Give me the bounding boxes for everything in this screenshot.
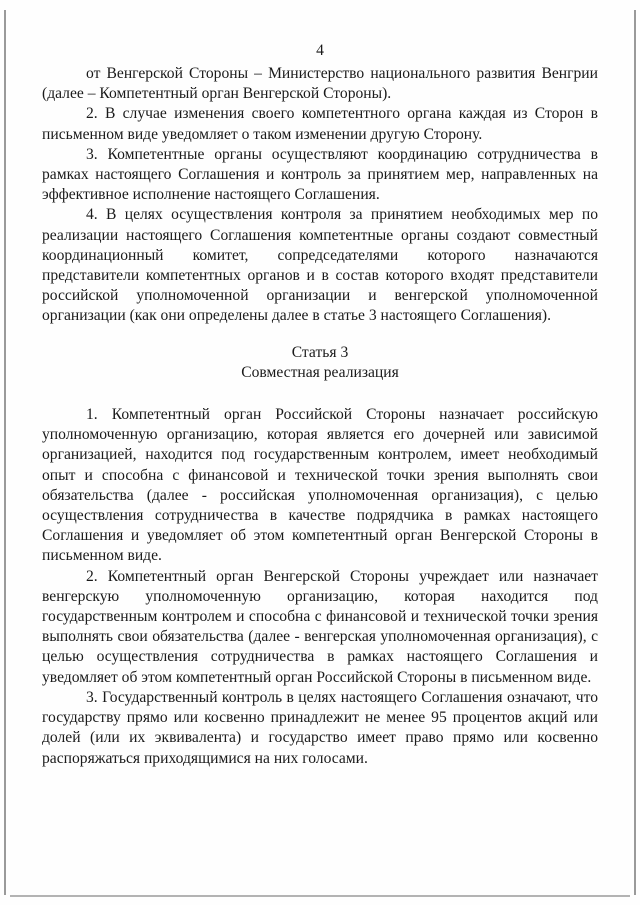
scan-bottom-edge <box>10 895 630 897</box>
paragraph: от Венгерской Стороны – Министерство национального развития Венгрии (далее – Компетентный орган Венгерской Стороны). <box>42 65 598 103</box>
scan-left-edge <box>4 10 6 895</box>
scan-right-edge <box>634 10 636 895</box>
paragraph: 2. В случае изменения своего компетентного органа каждая из Сторон в письменном виде уведомляет о таком изменении другую Сторону. <box>42 105 598 143</box>
spacer <box>42 383 598 405</box>
paragraph: 4. В целях осуществления контроля за принятием необходимых мер по реализации настоящего Соглашения компетентные органы создают совместный координационный комитет, сопредседателями которого назначаются представители компетентных органов и в состав которого входят представители российской уполномоченной организации и венгерской уполномоченной организации (как они определены далее в статье 3 настоящего Соглашения). <box>42 206 598 325</box>
article-title: Совместная реализация <box>241 363 399 381</box>
paragraph: 3. Компетентные органы осуществляют координацию сотрудничества в рамках настоящего Соглашения и контроль за принятием мер, направленных на эффективное исполнение настоящего Соглашения. <box>42 145 598 204</box>
article-number: Статья 3 <box>291 343 349 361</box>
paragraph: 3. Государственный контроль в целях настоящего Соглашения означают, что государству прямо или косвенно принадлежит не менее 95 процентов акций или долей (или их эквивалента) и государство имеет право прямо или косвенно распоряжаться приходящимися на них голосами. <box>42 688 598 767</box>
document-body <box>42 64 598 769</box>
paragraph: 2. Компетентный орган Венгерской Стороны учреждает или назначает венгерскую уполномоченную организацию, которая находится под государственным контролем и способна с финансовой и технической точки зрения выполнять свои обязательства (далее - венгерская уполномоченная организация), с целью осуществления сотрудничества в рамках настоящего Соглашения и уведомляет об этом компетентный орган Российской Стороны в письменном виде. <box>42 567 598 686</box>
paragraph: 1. Компетентный орган Российской Стороны назначает российскую уполномоченную организацию, которая является его дочерней или зависимой организацией, находится под государственным контролем, имеет необходимый опыт и способна с финансовой и технической точки зрения выполнять свои обязательства (далее - российская уполномоченная организация), с целью осуществления сотрудничества в качестве подрядчика в рамках настоящего Соглашения и уведомляет об этом компетентный орган Венгерской Стороны в письменном виде. <box>42 406 598 565</box>
page-number: 4 <box>316 42 324 59</box>
spacer <box>42 327 598 343</box>
